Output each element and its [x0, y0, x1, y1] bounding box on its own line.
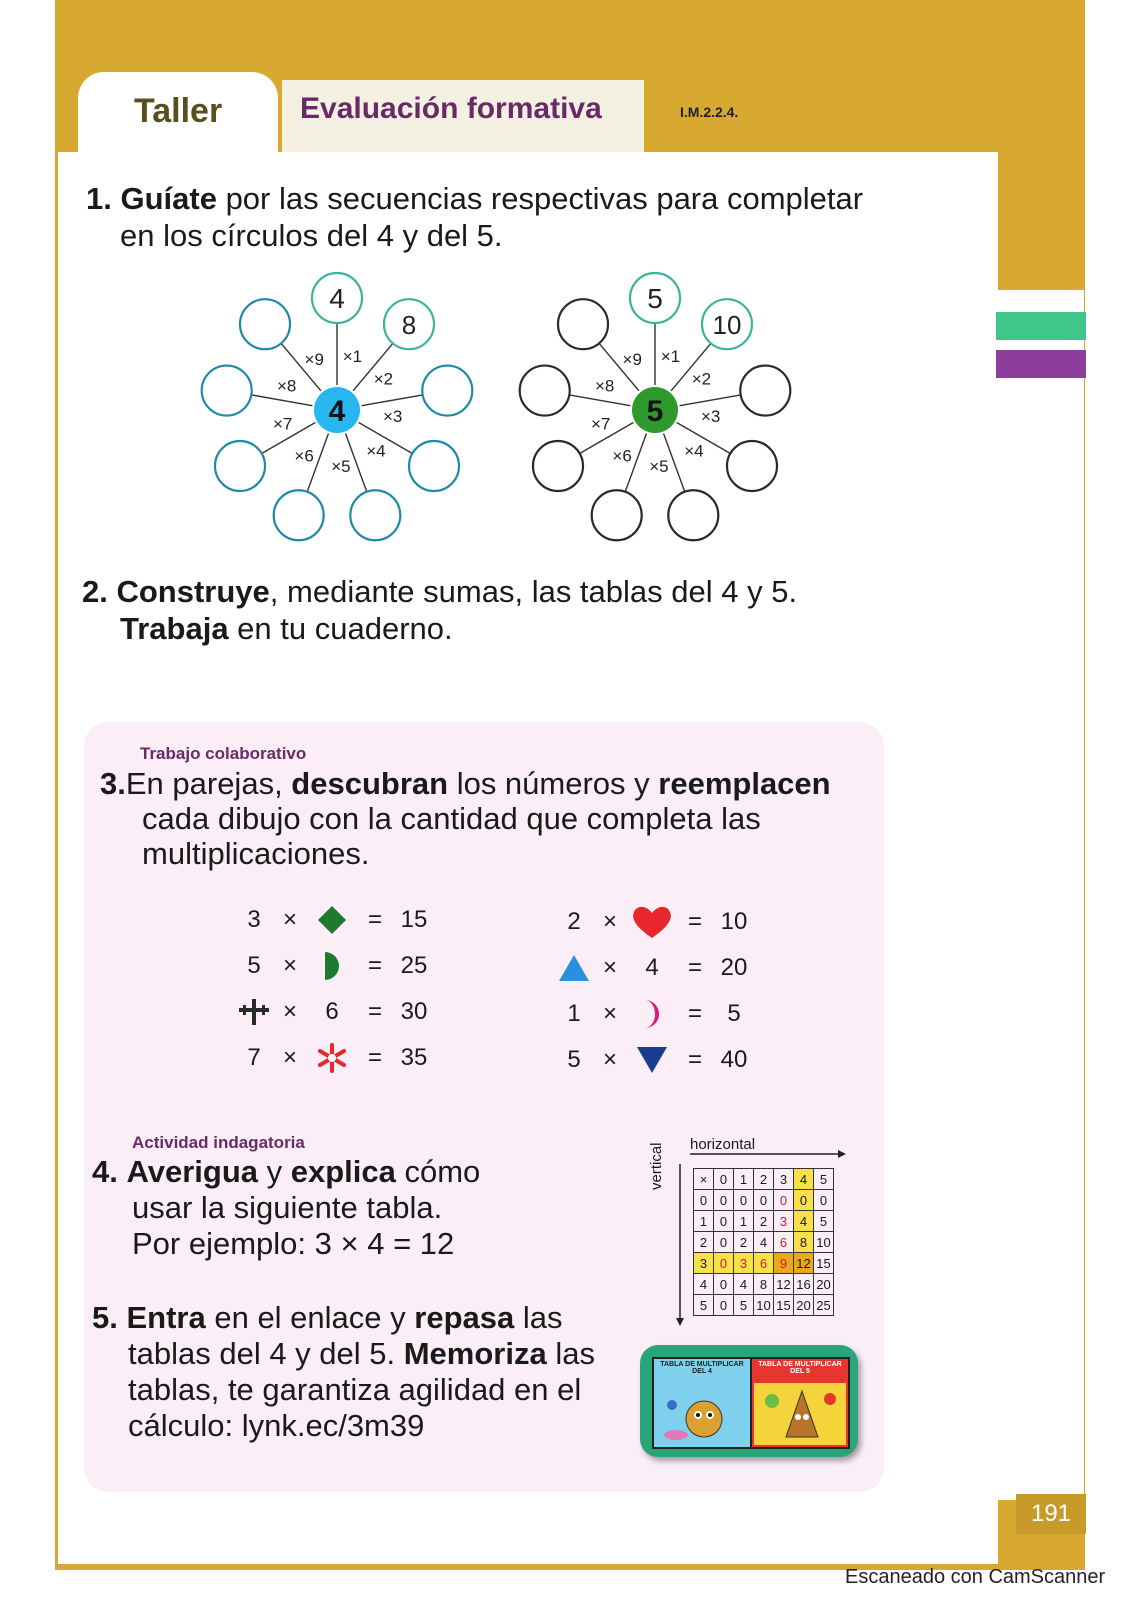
answer-circle[interactable] [668, 490, 718, 540]
table-cell: 3 [734, 1253, 754, 1274]
answer-circle[interactable] [422, 366, 472, 416]
table-cell: 0 [814, 1190, 834, 1211]
table-cell: 4 [794, 1169, 814, 1190]
answer-circle[interactable] [520, 366, 570, 416]
equation-term: 3 [247, 906, 261, 933]
question-3: 3.En parejas, descubran los números y reemplacen cada dibujo con la cantidad que completa las multiplicaciones. [100, 766, 831, 871]
equation-term: 40 [720, 1046, 748, 1073]
table-cell: 20 [794, 1295, 814, 1316]
answer-circle[interactable] [740, 366, 790, 416]
flower-table-5 [520, 273, 791, 540]
multiplication-app-card[interactable] [640, 1345, 858, 1457]
table-cell: 5 [694, 1295, 714, 1316]
table-cell: 8 [794, 1232, 814, 1253]
section-trabajo-colaborativo: Trabajo colaborativo [140, 744, 307, 763]
table-cell: 0 [774, 1190, 794, 1211]
lynk-link[interactable]: cálculo: lynk.ec/3m39 [128, 1408, 425, 1443]
table-cell: 0 [794, 1190, 814, 1211]
multiplication-flowers [190, 270, 810, 560]
equation-term: × [282, 906, 297, 933]
table-cell: 4 [734, 1274, 754, 1295]
equation-term: × [602, 1046, 617, 1073]
question-4: 4. Averigua y explica cómo usar la siguiente tabla. Por ejemplo: 3 × 4 = 12 [92, 1154, 481, 1261]
table-row [694, 1274, 834, 1295]
center-number: 4 [328, 395, 346, 428]
equation-term: 15 [400, 906, 428, 933]
equation-term: = [367, 998, 382, 1025]
green-strip [996, 312, 1086, 340]
answer-circle[interactable] [274, 490, 324, 540]
table-horizontal-label: horizontal [690, 1136, 756, 1153]
scanner-watermark: Escaneado con CamScanner [845, 1566, 1106, 1588]
table-cell: 5 [814, 1211, 834, 1232]
multiplier-label: ×8 [276, 376, 297, 396]
equation-term: = [367, 1044, 382, 1071]
table-cell: 3 [694, 1253, 714, 1274]
table-cell: 9 [774, 1253, 794, 1274]
equation-term: = [367, 906, 382, 933]
multiplication-table [693, 1168, 834, 1316]
monster-icon [752, 1377, 848, 1447]
table-cell: 2 [754, 1169, 774, 1190]
spoke [680, 395, 741, 406]
triangle-icon [556, 950, 592, 986]
heart-icon [628, 904, 676, 940]
multiplier-label: ×4 [684, 441, 704, 461]
table-cell: 5 [734, 1295, 754, 1316]
monster-icon [654, 1377, 750, 1447]
content-page-right [994, 290, 1084, 1500]
multiplier-label: ×6 [612, 446, 632, 466]
equation-term: × [602, 1000, 617, 1027]
equation-row [236, 948, 434, 984]
table-cell: 4 [694, 1274, 714, 1295]
table-row [694, 1253, 834, 1274]
equation-term: = [367, 952, 382, 979]
table-cell: 0 [714, 1169, 734, 1190]
table-cell: 0 [734, 1190, 754, 1211]
equation-term: = [687, 954, 702, 981]
multiplier-label: ×6 [294, 446, 314, 466]
equation-term: 4 [645, 954, 659, 981]
table-cell: 1 [734, 1211, 754, 1232]
cross-icon [236, 994, 272, 1030]
given-value: 4 [329, 283, 345, 314]
table-cell: 3 [774, 1169, 794, 1190]
table-cell: 6 [754, 1253, 774, 1274]
multiplier-label: ×1 [660, 347, 681, 367]
multiplier-label: ×7 [590, 414, 611, 434]
equation-term: = [687, 1046, 702, 1073]
multiplier-label: ×5 [331, 456, 351, 476]
answer-circle[interactable] [558, 299, 608, 349]
answer-circle[interactable] [240, 299, 290, 349]
multiplier-label: ×8 [594, 376, 615, 396]
table-cell: 0 [754, 1190, 774, 1211]
multiplier-label: ×9 [304, 349, 324, 369]
table-cell: 0 [714, 1274, 734, 1295]
multiplier-label: ×5 [649, 456, 669, 476]
table-row [694, 1295, 834, 1316]
asterisk-icon [308, 1040, 356, 1076]
table-cell: 4 [754, 1232, 774, 1253]
question-1: 1. Guíate por las secuencias respectivas para completar en los círculos del 4 y del 5. [86, 181, 864, 253]
equation-term: × [282, 998, 297, 1025]
equation-term: 5 [727, 1000, 741, 1027]
equation-term: 7 [247, 1044, 261, 1071]
question-5: 5. Entra en el enlace y repasa las tablas del 4 y del 5. Memoriza las tablas, te garantiza agilidad en el cálculo: lynk.ec/3m39 [92, 1300, 595, 1443]
equation-term: = [687, 908, 702, 935]
answer-circle[interactable] [533, 441, 583, 491]
table-cell: 0 [714, 1190, 734, 1211]
equation-row [236, 902, 434, 938]
spoke [569, 395, 630, 406]
table-cell: 12 [794, 1253, 814, 1274]
equation-row [556, 904, 754, 940]
table-cell: 5 [814, 1169, 834, 1190]
spoke [362, 395, 423, 406]
table-cell: 2 [694, 1232, 714, 1253]
multiplier-label: ×2 [373, 369, 394, 389]
equation-term: 2 [567, 908, 581, 935]
table-cell: 6 [774, 1232, 794, 1253]
table-cell: 2 [734, 1232, 754, 1253]
table-row [694, 1169, 834, 1190]
equation-row [556, 996, 754, 1032]
table-cell: 1 [694, 1211, 714, 1232]
equation-row [556, 1042, 754, 1078]
page-number: 191 [1016, 1494, 1086, 1534]
table-cell: 25 [814, 1295, 834, 1316]
equation-term: × [282, 1044, 297, 1071]
given-value: 5 [647, 283, 663, 314]
given-value: 10 [712, 310, 742, 341]
table-cell: × [694, 1169, 714, 1190]
equation-term: × [282, 952, 297, 979]
table-cell: 0 [714, 1295, 734, 1316]
multiplier-label: ×3 [382, 406, 403, 426]
tab-taller: Taller [78, 72, 278, 162]
table-cell: 8 [754, 1274, 774, 1295]
table-cell: 4 [794, 1211, 814, 1232]
equation-row [236, 994, 434, 1030]
table-row [694, 1232, 834, 1253]
table-cell: 3 [774, 1211, 794, 1232]
down-triangle-icon [628, 1042, 676, 1078]
table-cell: 10 [814, 1232, 834, 1253]
answer-circle[interactable] [409, 441, 459, 491]
section-actividad-indagatoria: Actividad indagatoria [132, 1133, 305, 1152]
equation-term: 25 [400, 952, 428, 979]
skill-code: I.M.2.2.4. [680, 104, 739, 120]
table-cell: 0 [714, 1253, 734, 1274]
answer-circle[interactable] [350, 490, 400, 540]
crescent-icon [628, 996, 676, 1032]
equation-term: = [687, 1000, 702, 1027]
equation-row [556, 950, 754, 986]
center-number: 5 [646, 395, 664, 428]
equation-term: 5 [567, 1046, 581, 1073]
equation-term: 6 [325, 998, 339, 1025]
table-cell: 12 [774, 1274, 794, 1295]
equation-term: × [602, 954, 617, 981]
tab-evaluacion: Evaluación formativa [282, 80, 644, 152]
given-value: 8 [401, 310, 417, 341]
table-row [694, 1211, 834, 1232]
table-cell: 2 [754, 1211, 774, 1232]
card-table-4[interactable]: TABLA DE MULTIPLICAR DEL 4 [652, 1357, 752, 1449]
equation-term: 10 [720, 908, 748, 935]
equation-row [236, 1040, 434, 1076]
answer-circle[interactable] [592, 490, 642, 540]
spoke [251, 395, 312, 406]
answer-circle[interactable] [215, 441, 265, 491]
multiplier-label: ×4 [366, 441, 386, 461]
table-cell: 0 [714, 1211, 734, 1232]
multiplier-label: ×9 [622, 349, 642, 369]
equation-term: 1 [567, 1000, 581, 1027]
table-cell: 1 [734, 1169, 754, 1190]
half-moon-icon [308, 948, 356, 984]
equation-term: 35 [400, 1044, 428, 1071]
table-cell: 0 [694, 1190, 714, 1211]
answer-circle[interactable] [727, 441, 777, 491]
multiplier-label: ×2 [691, 369, 712, 389]
table-cell: 20 [814, 1274, 834, 1295]
card-table-5[interactable]: TABLA DE MULTIPLICAR DEL 5 [750, 1357, 850, 1449]
flower-table-4 [202, 273, 473, 540]
multiplier-label: ×3 [700, 406, 721, 426]
multiplier-label: ×1 [342, 347, 363, 367]
answer-circle[interactable] [202, 366, 252, 416]
table-cell: 15 [774, 1295, 794, 1316]
multiplier-label: ×7 [272, 414, 293, 434]
table-vertical-label: vertical [648, 1142, 665, 1190]
table-cell: 10 [754, 1295, 774, 1316]
table-row [694, 1190, 834, 1211]
purple-strip [996, 350, 1086, 378]
question-2: 2. Construye, mediante sumas, las tablas del 4 y 5. Trabaja en tu cuaderno. [82, 574, 798, 646]
diamond-icon [308, 902, 356, 938]
table-cell: 0 [714, 1232, 734, 1253]
table-cell: 15 [814, 1253, 834, 1274]
equation-term: 5 [247, 952, 261, 979]
equation-term: 20 [720, 954, 748, 981]
equation-term: × [602, 908, 617, 935]
equation-term: 30 [400, 998, 428, 1025]
table-cell: 16 [794, 1274, 814, 1295]
